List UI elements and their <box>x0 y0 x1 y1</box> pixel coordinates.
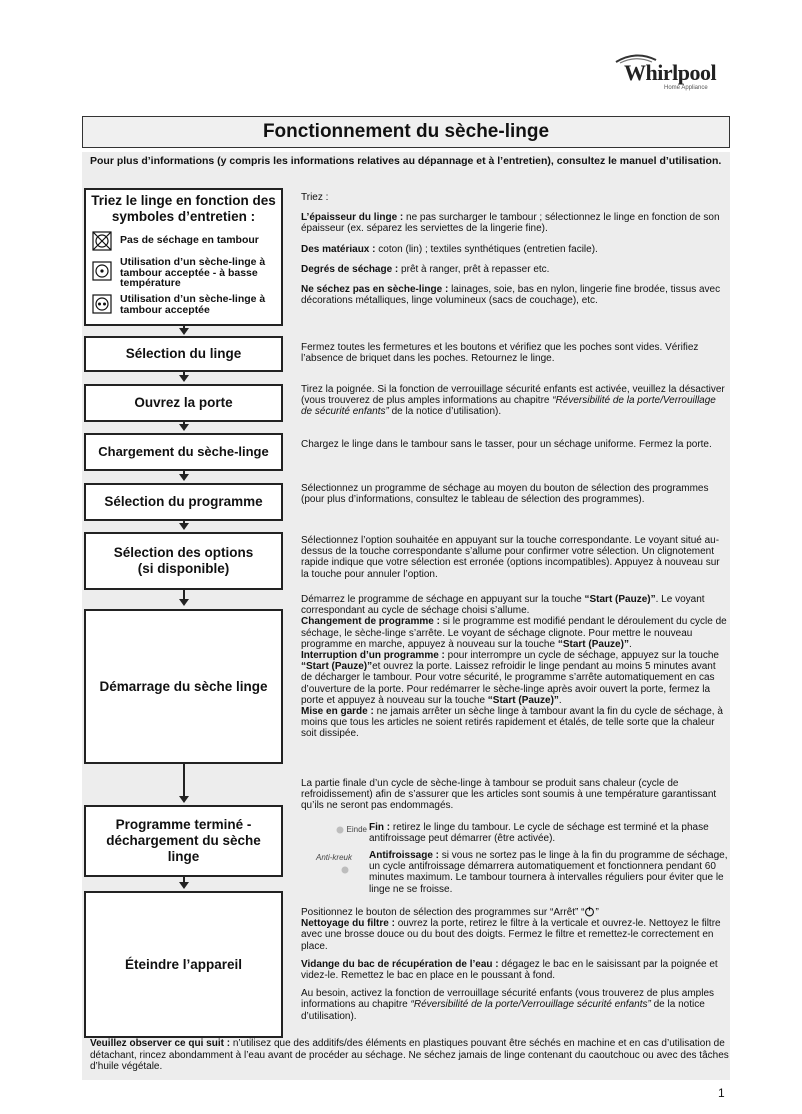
flow-arrowhead <box>179 328 189 335</box>
symbol-label: Utilisation d’un sèche-linge à tambour acceptée <box>120 293 266 316</box>
step-termine-text: La partie finale d’un cycle de sèche-linge à tambour se produit sans chaleur (cycle de refroidissement) afin de s’assurer que les articles sont soumis à une température garantissant qu’ils ne seront pas endommagés. <box>301 778 717 812</box>
step-selection-linge-text: Fermez toutes les fermetures et les boutons et vérifiez que les poches sont vides. Vérifiez l’absence de briquet dans les poches. Retournez le linge. <box>301 342 699 365</box>
anti-kreuk-label: Anti-kreuk <box>315 853 352 862</box>
flow-arrowhead <box>179 599 189 606</box>
tumble-dry-low-icon <box>92 261 112 281</box>
step-selection-linge: Sélection du linge <box>84 336 283 372</box>
step-ouvrez: Ouvrez la porte <box>84 384 283 422</box>
step-tri-label: Triez le linge en fonction des symboles d’entretien : <box>91 193 276 224</box>
flow-arrow <box>183 764 185 800</box>
symbol-no-tumble <box>92 231 280 251</box>
antifroissage-row: Anti-kreuk Antifroissage : si vous ne sortez pas le linge à la fin du programme de séchage, un cycle antifroissage démarrera automatiquement et fonctionnera pendant 60 minutes maximum. Le tambour tournera à intervalles réguliers pour éviter que le linge ne se froisse. <box>301 850 729 900</box>
symbol-low-temp <box>92 257 280 289</box>
off-symbol-icon <box>584 906 595 917</box>
indicator-light-icon <box>336 826 344 834</box>
no-tumble-dry-icon <box>92 231 112 251</box>
tumble-dry-normal-icon <box>92 294 112 314</box>
symbol-label: Pas de séchage en tambour <box>120 234 259 246</box>
symbol-normal <box>92 294 280 315</box>
step-demarrage: Démarrage du sèche linge <box>84 609 283 764</box>
flow-arrowhead <box>179 474 189 481</box>
flow-arrowhead <box>179 424 189 431</box>
indicator-light-icon <box>341 866 349 874</box>
flow-arrowhead <box>179 796 189 803</box>
page-title: Fonctionnement du sèche-linge <box>82 116 730 148</box>
page-number: 1 <box>718 1086 725 1100</box>
whirlpool-logo <box>612 50 732 96</box>
brand-sub: Home Appliance <box>664 85 708 91</box>
einde-label: Einde <box>346 825 367 834</box>
step-chargement-text: Chargez le linge dans le tambour sans le tasser, pour un séchage uniforme. Fermez la porte. <box>301 439 712 450</box>
symbol-label: Utilisation d’un sèche-linge à tambour acceptée - à basse température <box>120 256 266 289</box>
step-programme: Sélection du programme <box>84 483 283 521</box>
fin-row: Einde Fin : retirez le linge du tambour. Le cycle de séchage est terminé et la phase antifroissage peut démarrer (être activée). <box>301 822 729 846</box>
step-demarrage-text: Démarrez le programme de séchage en appuyant sur la touche “Start (Pauze)”. Le voyant correspondant au cycle de séchage choisi s’allume. Changement de programme : si le programme est modifié pendant le déroulement du cycle de séchage, le sèche-linge s’arrête. Le voyant de séchage clignote. Pour mettre le nouveau programme en marche, appuyez à nouveau sur la touche “Start (Pauze)”. Interruption d’un programme : pour interrompre un cycle de séchage, appuyez sur la touche “Start (Pauze)”et ouvrez la porte. Laissez refroidir le linge pendant au moins 5 minutes avant de décharger le tambour. Pour votre sécurité, le programme s’arrête automatiquement en cas d’ouverture de la porte. Pour redémarrer le sèche-linge après avoir ouvert la porte, fermez la porte et appuyez à nouveau sur la touche “Start (Pauze)”. Mise en garde : ne jamais arrêter un sèche linge à tambour avant la fin du cycle de séchage, à moins que tous les articles ne soient retirés rapidement et étalés, de telle sorte que la chaleur soit dissipée. <box>301 594 727 740</box>
flow-arrowhead <box>179 882 189 889</box>
step-chargement: Chargement du sèche-linge <box>84 433 283 471</box>
flow-arrowhead <box>179 523 189 530</box>
bottom-note: Veuillez observer ce qui suit : n’utilisez que des additifs/des éléments en plastiques pouvant être séchés en machine et en cas d’utilisation de détachant, rincez abondamment à l’eau avant de procéder au séchage. Ne séchez jamais de linge contenant du caoutchouc ou avec des tâches d’huile végétale. <box>90 1038 729 1072</box>
step-termine: Programme terminé - déchargement du sèche linge <box>84 805 283 877</box>
step-eteindre-text: Positionnez le bouton de sélection des programmes sur “Arrêt” “ ” Nettoyage du filtre : ouvrez la porte, retirez le filtre à la verticale et ouvrez-le. Nettoyez le filtre avec une brosse douce ou du bout des doigts. Fermez le filtre et remettez-le correctement en place. Vidange du bac de récupération de l’eau : dégagez le bac en le saisissant par la poignée et videz-le. Remettez le bac en place en le poussant à fond. Au besoin, activez la fonction de verrouillage sécurité enfants (vous trouverez de plus amples informations au chapitre “Réversibilité de la porte/Verrouillage sécurité enfants” de la notice d’utilisation). <box>301 907 721 1022</box>
step-ouvrez-text: Tirez la poignée. Si la fonction de verrouillage sécurité enfants est activée, veuillez la désactiver (vous trouverez de plus amples informations au chapitre “Réversibilité de la porte/Verrouillage de sécurité enfants” de la notice d’utilisation). <box>301 384 725 418</box>
flow-arrowhead <box>179 375 189 382</box>
step-options-text: Sélectionnez l’option souhaitée en appuyant sur la touche correspondante. Le voyant situé au-dessus de la touche correspondante s’allume pour confirmer votre sélection. Un clignotement rapide indique que votre sélection est erronée (options incompatibles). Appuyez à nouveau sur la touche pour annuler l’option. <box>301 535 720 580</box>
intro-text: Pour plus d’informations (y compris les informations relatives au dépannage et à l’entretien), consultez le manuel d’utilisation. <box>90 155 722 167</box>
step-programme-text: Sélectionnez un programme de séchage au moyen du bouton de sélection des programmes (pour plus d’informations, consultez le tableau de sélection des programmes). <box>301 483 709 506</box>
brand-name: Whirlpool <box>624 60 717 85</box>
step-tri-text: Triez : L’épaisseur du linge : ne pas surcharger le tambour ; sélectionnez le linge en fonction de son épaisseur (ex. séparez les serviettes de la lingerie fine). Des matériaux : coton (lin) ; textiles synthétiques (entretien facile). Degrés de séchage : prêt à ranger, prêt à repasser etc. Ne séchez pas en sèche-linge : lainages, soie, bas en nylon, lingerie fine brodée, tissus avec décorations métalliques, linge volumineux (sacs de couchage), etc. <box>301 192 721 307</box>
step-options: Sélection des options (si disponible) <box>84 532 283 590</box>
step-eteindre: Éteindre l’appareil <box>84 891 283 1038</box>
